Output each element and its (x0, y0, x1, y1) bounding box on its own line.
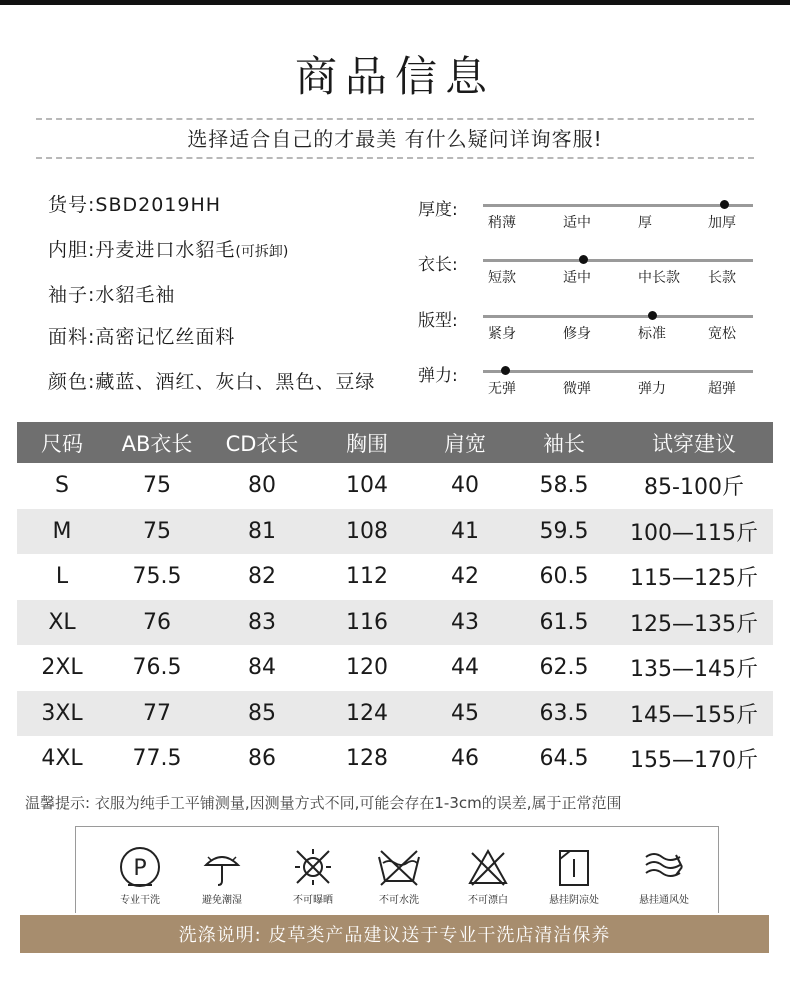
table-cell: 85-100斤 (644, 475, 744, 501)
care-item (534, 845, 614, 906)
column-header: CD衣长 (225, 431, 299, 456)
scale-marker (501, 366, 510, 375)
table-cell: 4XL (41, 746, 83, 772)
scale-option: 修身 (563, 326, 591, 342)
table-cell: 82 (248, 564, 276, 590)
scale-option: 宽松 (708, 326, 736, 342)
table-cell: 41 (451, 518, 479, 544)
care-item (448, 845, 528, 906)
table-cell: 58.5 (539, 473, 589, 499)
column-header: 尺码 (41, 431, 83, 456)
table-cell: 43 (451, 609, 479, 635)
scale-option: 适中 (563, 215, 591, 231)
info-value: 藏蓝、酒红、灰白、黑色、豆绿 (95, 371, 376, 393)
column-header: 袖长 (543, 431, 585, 456)
table-cell: 120 (346, 655, 388, 681)
scale-option: 厚 (638, 215, 652, 231)
care-instructions (75, 826, 719, 913)
table-cell: 45 (451, 700, 479, 726)
table-row (17, 600, 773, 646)
scale-option: 弹力 (638, 381, 666, 397)
avoid-damp-icon (182, 845, 262, 889)
table-cell: S (55, 473, 69, 499)
info-label: 颜色: (48, 371, 96, 393)
professional-dry-clean-icon (100, 845, 180, 889)
care-label: 不可水洗 (379, 895, 419, 906)
no-wash-icon (359, 845, 439, 889)
hang-shade-dry-icon (534, 845, 614, 889)
scale-track (483, 315, 753, 318)
scale-option: 超弹 (708, 381, 736, 397)
washing-instructions-banner: 洗涤说明: 皮草类产品建议送于专业干洗店清洁保养 (20, 915, 769, 953)
table-cell: 108 (346, 518, 388, 544)
scale-marker (648, 311, 657, 320)
scale-marker (720, 200, 729, 209)
scale-option: 稍薄 (488, 215, 516, 231)
table-cell: 75.5 (132, 564, 182, 590)
table-cell: 145—155斤 (630, 702, 758, 728)
table-body (17, 463, 773, 782)
table-cell: 112 (346, 564, 388, 590)
column-header: 肩宽 (444, 431, 486, 456)
table-row (17, 645, 773, 691)
table-cell: 115—125斤 (630, 566, 758, 592)
table-cell: 3XL (41, 700, 83, 726)
table-cell: 155—170斤 (630, 748, 758, 774)
table-cell: 76.5 (132, 655, 182, 681)
page-title: 商品信息 (294, 52, 495, 101)
table-cell: 62.5 (539, 655, 589, 681)
table-cell: 2XL (41, 655, 83, 681)
column-header: 试穿建议 (652, 431, 736, 456)
info-value: 丹麦进口水貂毛 (95, 239, 236, 261)
info-sleeve (48, 280, 175, 307)
care-item (624, 845, 704, 906)
no-bleach-icon (448, 845, 528, 889)
info-label: 货号: (48, 194, 96, 216)
dashed-divider-bottom (36, 157, 754, 159)
table-row (17, 691, 773, 737)
care-item (100, 845, 180, 906)
table-cell: 75 (143, 518, 171, 544)
table-cell: XL (48, 609, 76, 635)
no-sun-icon (273, 845, 353, 889)
table-cell: 63.5 (539, 700, 589, 726)
top-bar (0, 0, 790, 5)
scale-option: 中长款 (638, 270, 680, 286)
info-label: 内胆: (48, 239, 96, 261)
info-label: 面料: (48, 326, 96, 348)
table-cell: 77 (143, 700, 171, 726)
table-cell: 84 (248, 655, 276, 681)
info-note: (可拆卸) (235, 244, 289, 260)
table-cell: 125—135斤 (630, 611, 758, 637)
hang-ventilated-icon (624, 845, 704, 889)
scale-label: 衣长: (418, 255, 458, 275)
care-label: 专业干洗 (120, 895, 160, 906)
table-cell: 77.5 (132, 746, 182, 772)
table-cell: M (52, 518, 72, 544)
scale-elasticity (418, 361, 758, 411)
svg-text:P: P (133, 856, 147, 881)
size-table (17, 422, 773, 782)
care-item (182, 845, 262, 906)
table-cell: 81 (248, 518, 276, 544)
care-label: 不可漂白 (468, 895, 508, 906)
table-cell: 64.5 (539, 746, 589, 772)
scale-label: 厚度: (418, 200, 458, 220)
info-label: 袖子: (48, 284, 96, 306)
scale-option: 标准 (638, 326, 666, 342)
info-color (48, 367, 375, 394)
info-value: 高密记忆丝面料 (95, 326, 236, 348)
subtitle: 选择适合自己的才最美 有什么疑问详询客服! (187, 127, 603, 151)
table-cell: 85 (248, 700, 276, 726)
table-cell: 135—145斤 (630, 657, 758, 683)
table-cell: 104 (346, 473, 388, 499)
scale-marker (579, 255, 588, 264)
scale-length (418, 250, 758, 300)
care-label: 悬挂阴凉处 (549, 895, 599, 906)
info-fabric (48, 322, 235, 349)
info-lining (48, 235, 288, 262)
table-cell: 128 (346, 746, 388, 772)
care-item (273, 845, 353, 906)
care-label: 不可曝晒 (293, 895, 333, 906)
care-label: 避免潮湿 (202, 895, 242, 906)
table-cell: 42 (451, 564, 479, 590)
scale-thickness (418, 195, 758, 245)
table-cell: 40 (451, 473, 479, 499)
table-row (17, 509, 773, 555)
scale-track (483, 370, 753, 373)
scale-label: 弹力: (418, 366, 458, 386)
info-item-no (48, 190, 221, 217)
scale-label: 版型: (418, 311, 458, 331)
dashed-divider-top (36, 118, 754, 120)
column-header: 胸围 (346, 431, 388, 456)
table-cell: 46 (451, 746, 479, 772)
scale-option: 微弹 (563, 381, 591, 397)
table-cell: 83 (248, 609, 276, 635)
scale-track (483, 204, 753, 207)
table-cell: 76 (143, 609, 171, 635)
scale-option: 紧身 (488, 326, 516, 342)
column-header: AB衣长 (121, 431, 193, 456)
scale-fit (418, 306, 758, 356)
table-cell: L (55, 564, 69, 590)
info-value: 水貂毛袖 (95, 284, 176, 306)
table-row (17, 736, 773, 782)
table-cell: 116 (346, 609, 388, 635)
table-cell: 75 (143, 473, 171, 499)
care-item (359, 845, 439, 906)
care-label: 悬挂通风处 (639, 895, 689, 906)
scale-option: 短款 (488, 270, 516, 286)
table-cell: 60.5 (539, 564, 589, 590)
table-row (17, 463, 773, 509)
info-value: SBD2019HH (95, 194, 222, 216)
scale-track (483, 259, 753, 262)
scale-option: 适中 (563, 270, 591, 286)
table-cell: 86 (248, 746, 276, 772)
table-cell: 80 (248, 473, 276, 499)
table-cell: 100—115斤 (630, 520, 758, 546)
table-header (17, 422, 773, 463)
measurement-tip: 温馨提示: 衣服为纯手工平铺测量,因测量方式不同,可能会存在1-3cm的误差,属于正常范围 (25, 794, 622, 812)
scale-option: 加厚 (708, 215, 736, 231)
scale-option: 长款 (708, 270, 736, 286)
scale-option: 无弹 (488, 381, 516, 397)
table-cell: 44 (451, 655, 479, 681)
table-cell: 59.5 (539, 518, 589, 544)
table-cell: 124 (346, 700, 388, 726)
table-cell: 61.5 (539, 609, 589, 635)
table-row (17, 554, 773, 600)
